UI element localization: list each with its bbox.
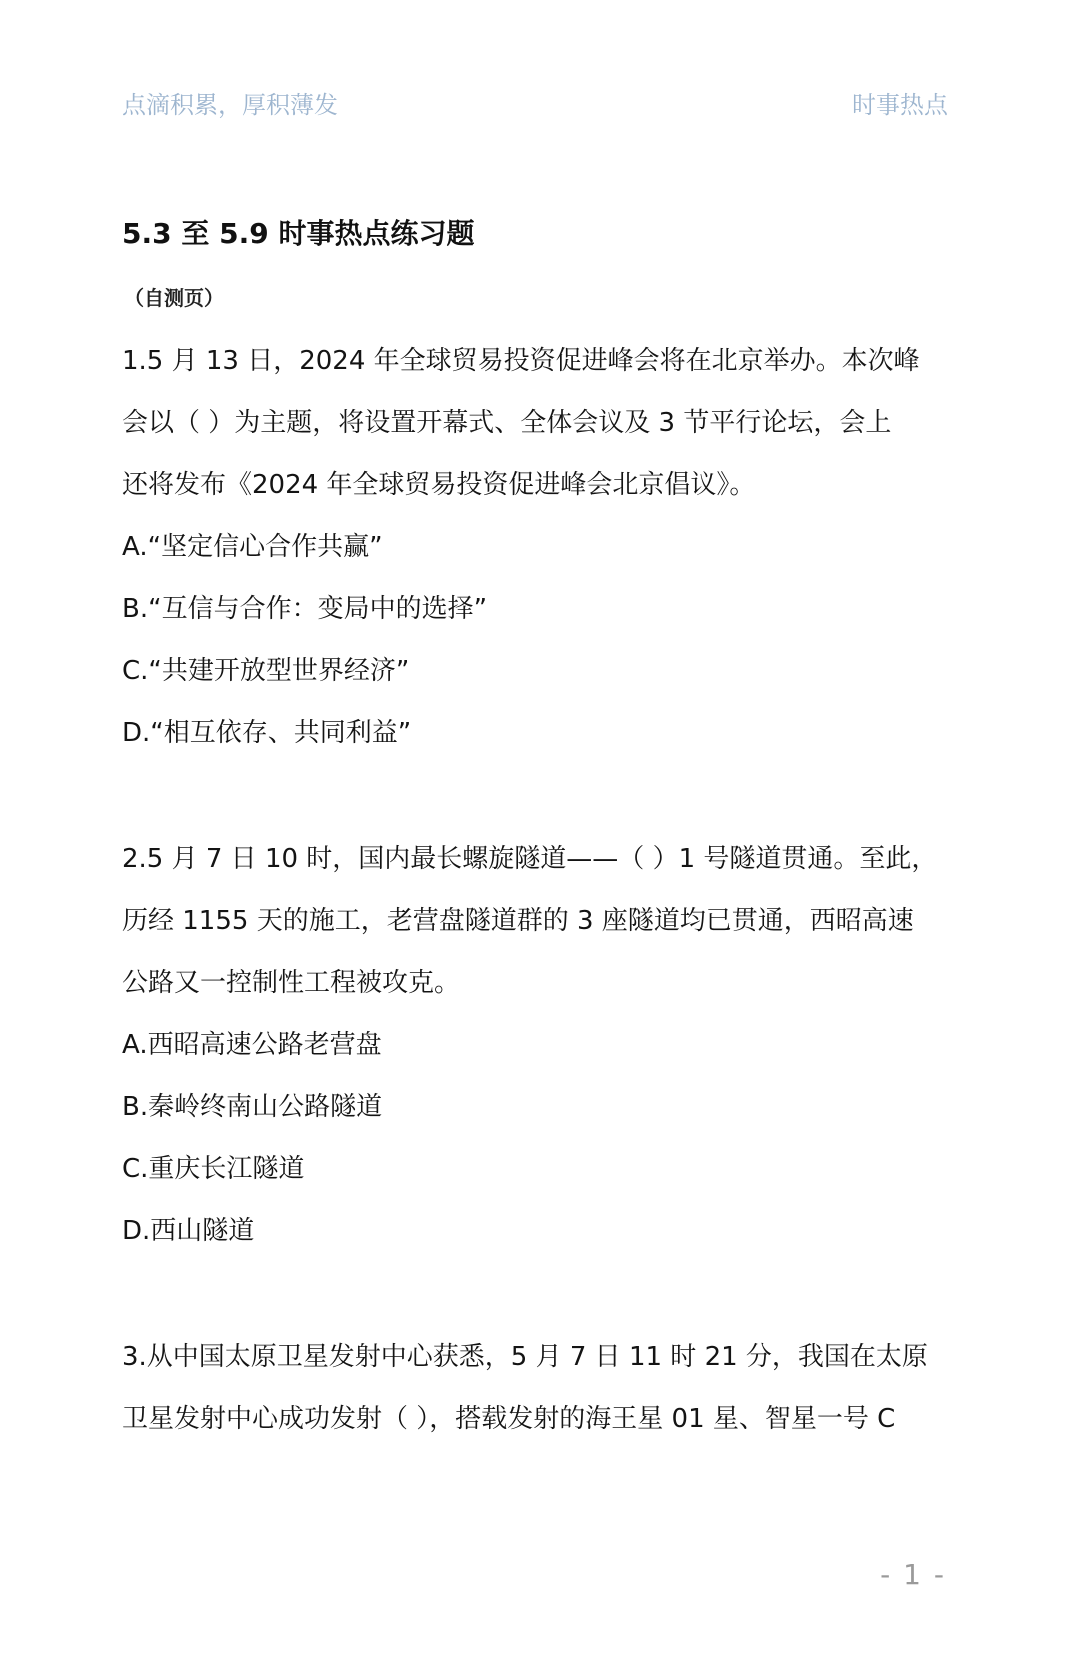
question-text-line: 3.从中国太原卫星发射中心获悉，5 月 7 日 11 时 21 分，我国在太原 [122, 1342, 928, 1372]
question-3 [122, 1326, 962, 1450]
option-a: A.西昭高速公路老营盘 [122, 1030, 382, 1060]
option-c: C.“共建开放型世界经济” [122, 656, 410, 686]
option-d: D.“相互依存、共同利益” [122, 718, 412, 748]
page-header [122, 82, 948, 122]
document-subtitle: （自测页） [124, 286, 224, 310]
question-text-line: 历经 1155 天的施工，老营盘隧道群的 3 座隧道均已贯通，西昭高速 [122, 906, 914, 936]
header-motto: 点滴积累，厚积薄发 [122, 90, 338, 119]
question-text-line: 1.5 月 13 日，2024 年全球贸易投资促进峰会将在北京举办。本次峰 [122, 346, 920, 376]
page-number: - 1 - [880, 1558, 946, 1591]
option-c: C.重庆长江隧道 [122, 1154, 305, 1184]
question-text-line: 公路又一控制性工程被攻克。 [122, 968, 461, 998]
option-d: D.西山隧道 [122, 1216, 255, 1246]
option-a: A.“坚定信心合作共赢” [122, 532, 383, 562]
question-1 [122, 330, 962, 764]
option-b: B.秦岭终南山公路隧道 [122, 1092, 383, 1122]
question-text-line: 卫星发射中心成功发射（ ），搭载发射的海王星 01 星、智星一号 C [122, 1404, 896, 1434]
option-b: B.“互信与合作：变局中的选择” [122, 594, 488, 624]
question-text-line: 2.5 月 7 日 10 时，国内最长螺旋隧道——（ ）1 号隧道贯通。至此， [122, 844, 938, 874]
question-text-line: 会以（ ）为主题，将设置开幕式、全体会议及 3 节平行论坛，会上 [122, 408, 892, 438]
header-category: 时事热点 [852, 90, 948, 119]
question-text-line: 还将发布《2024 年全球贸易投资促进峰会北京倡议》。 [122, 470, 756, 500]
question-2 [122, 828, 962, 1262]
document-title: 5.3 至 5.9 时事热点练习题 [122, 217, 475, 250]
